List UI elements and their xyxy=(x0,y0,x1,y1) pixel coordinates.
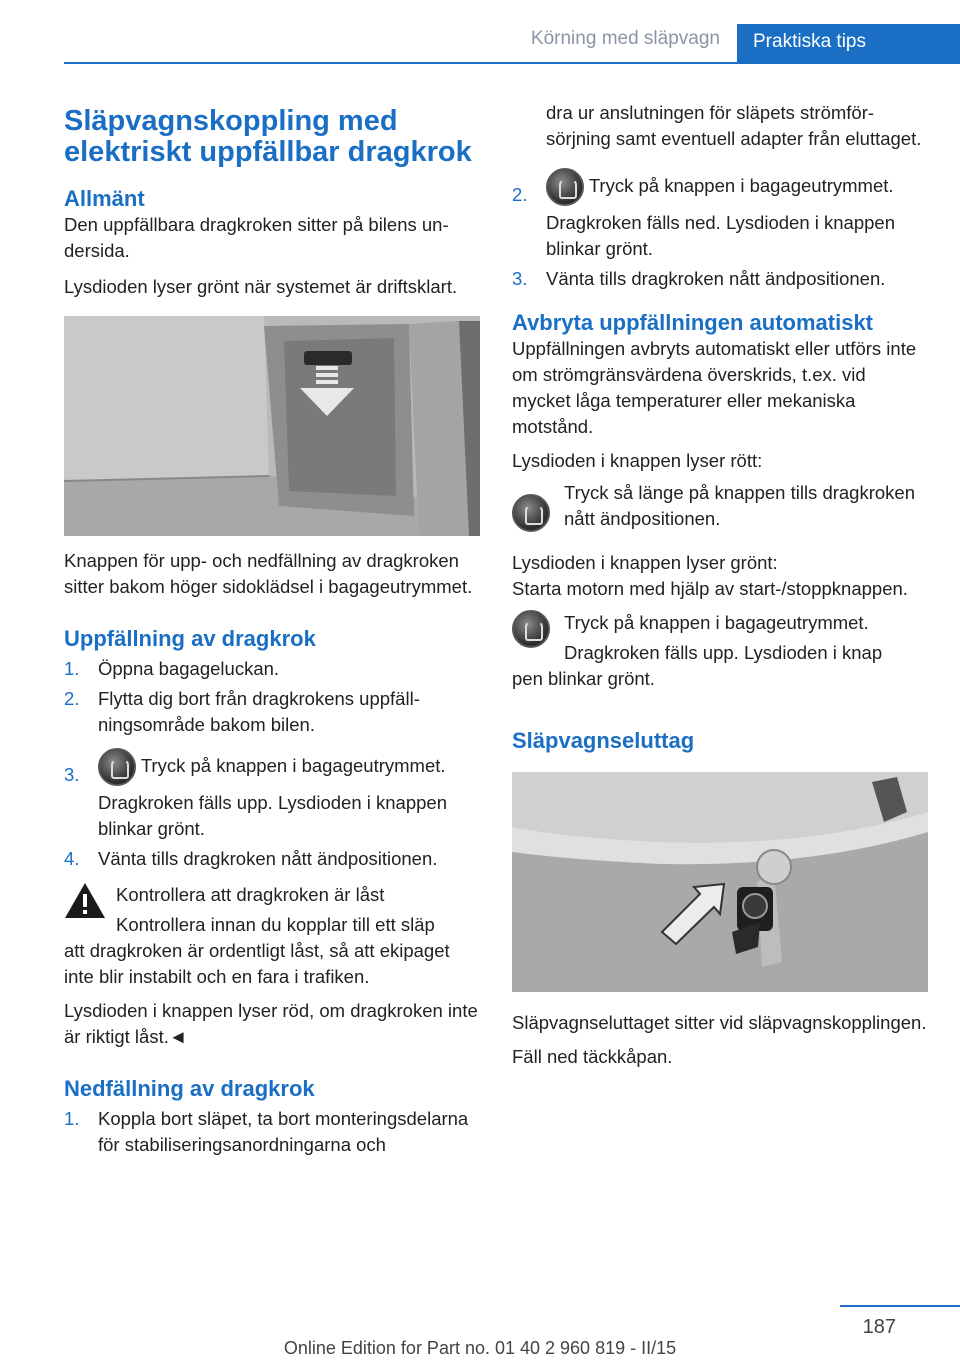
paragraph: Lysdioden i knappen lyser grönt: xyxy=(512,552,778,573)
hitch-button-icon xyxy=(98,748,136,786)
paragraph: Starta motorn med hjälp av start-/stoppknappen. xyxy=(512,578,908,599)
paragraph: Släpvagnseluttaget sitter vid släpvagnskopplingen. xyxy=(512,1012,927,1033)
trunk-illustration xyxy=(64,316,480,536)
header-section-title: Körning med släpvagn xyxy=(530,28,720,49)
step-item-continued: dra ur anslutningen för släpets strömförsörjning samt eventuell adapter från eluttaget. xyxy=(546,102,922,149)
step-item: 1. Koppla bort släpet, ta bort monteringsdelarna för stabiliseringsanordningarna och xyxy=(64,1108,469,1155)
icon-note xyxy=(512,480,928,532)
step-item: 4. Vänta tills dragkroken nått ändpositionen. xyxy=(64,848,438,869)
step-item: 1. Öppna bagageluckan. xyxy=(64,658,280,679)
heading-nedfallning: Nedfällning av dragkrok xyxy=(64,1076,315,1101)
heading-uppfallning: Uppfällning av dragkrok xyxy=(64,626,316,651)
right-column xyxy=(512,100,928,1070)
paragraph: Den uppfällbara dragkroken sitter på bilens undersida. xyxy=(64,214,449,261)
image-caption: Knappen för upp- och nedfällning av dragkroken sitter bakom höger sidoklädsel i bagageutrymmet. xyxy=(64,550,473,597)
icon-note-text: Tryck på knappen i bagageutrymmet. xyxy=(564,612,869,633)
warning-text-first: Kontrollera innan du kopplar till ett släp xyxy=(116,914,435,935)
warning-text-2: Lysdioden i knappen lyser röd, om dragkroken inte är riktigt låst.◄ xyxy=(64,1000,478,1047)
nedfallning-steps xyxy=(64,1106,480,1158)
paragraph: Uppfällningen avbryts automatiskt eller utförs inte om strömgränsvärdena överskrids, t.ex. vid mycket låga temperaturer eller mekaniska motstånd. xyxy=(512,338,917,437)
icon-note-text: Dragkroken fälls upp. Lysdioden i knap xyxy=(564,642,883,663)
footer-edition: Online Edition for Part no. 01 40 2 960 819 - II/15 xyxy=(283,1338,677,1358)
heading-avbryta: Avbryta uppfällningen automatiskt xyxy=(512,310,874,335)
step-item: 2. Tryck på knappen i bagageutrymmet. xyxy=(512,168,928,206)
paragraph: Lysdioden i knappen lyser rött: xyxy=(512,450,763,471)
header-tab: Praktiska tips xyxy=(737,24,960,64)
step-item: Dragkroken fälls ned. Lysdioden i knappen blinkar grönt. xyxy=(546,212,895,259)
icon-note-text: pen blinkar grönt. xyxy=(512,668,655,689)
trunk-button-image xyxy=(64,316,480,536)
left-column xyxy=(64,100,480,1158)
page-title: Släpvagnskoppling med elektriskt uppfällbar dragkrok xyxy=(64,105,472,168)
step-item: Dragkroken fälls upp. Lysdioden i knappen blinkar grönt. xyxy=(98,792,447,839)
uppfallning-steps xyxy=(64,656,480,872)
socket-image xyxy=(512,772,928,992)
step-item: 2. Flytta dig bort från dragkrokens uppfällningsområde bakom bilen. xyxy=(64,688,420,735)
hitch-button-icon xyxy=(546,168,584,206)
icon-note xyxy=(512,610,928,692)
hitch-button-icon xyxy=(512,610,550,648)
paragraph: Fäll ned täckkåpan. xyxy=(512,1046,673,1067)
step-item: 3. Tryck på knappen i bagageutrymmet. xyxy=(64,748,480,786)
warning-text: att dragkroken är ordentligt låst, så att ekipaget inte blir instabilt och en fara i trafiken. xyxy=(64,940,450,987)
footer-rule xyxy=(840,1305,960,1307)
icon-note-text: Tryck så länge på knappen tills dragkroken nått ändpositionen. xyxy=(564,482,916,529)
paragraph: Lysdioden lyser grönt när systemet är driftsklart. xyxy=(64,276,458,297)
warning-icon xyxy=(64,882,106,919)
header-rule xyxy=(64,62,960,64)
page-number: 187 xyxy=(862,1316,896,1338)
warning-block xyxy=(64,882,480,1050)
hitch-button-icon xyxy=(512,494,550,532)
nedfallning-steps-cont xyxy=(512,100,928,292)
heading-allmant: Allmänt xyxy=(64,186,145,211)
step-item: 3. Vänta tills dragkroken nått ändpositionen. xyxy=(512,268,886,289)
warning-title: Kontrollera att dragkroken är låst xyxy=(116,884,385,905)
trailer-socket-illustration xyxy=(512,772,928,992)
heading-uttag: Släpvagnseluttag xyxy=(512,728,695,753)
